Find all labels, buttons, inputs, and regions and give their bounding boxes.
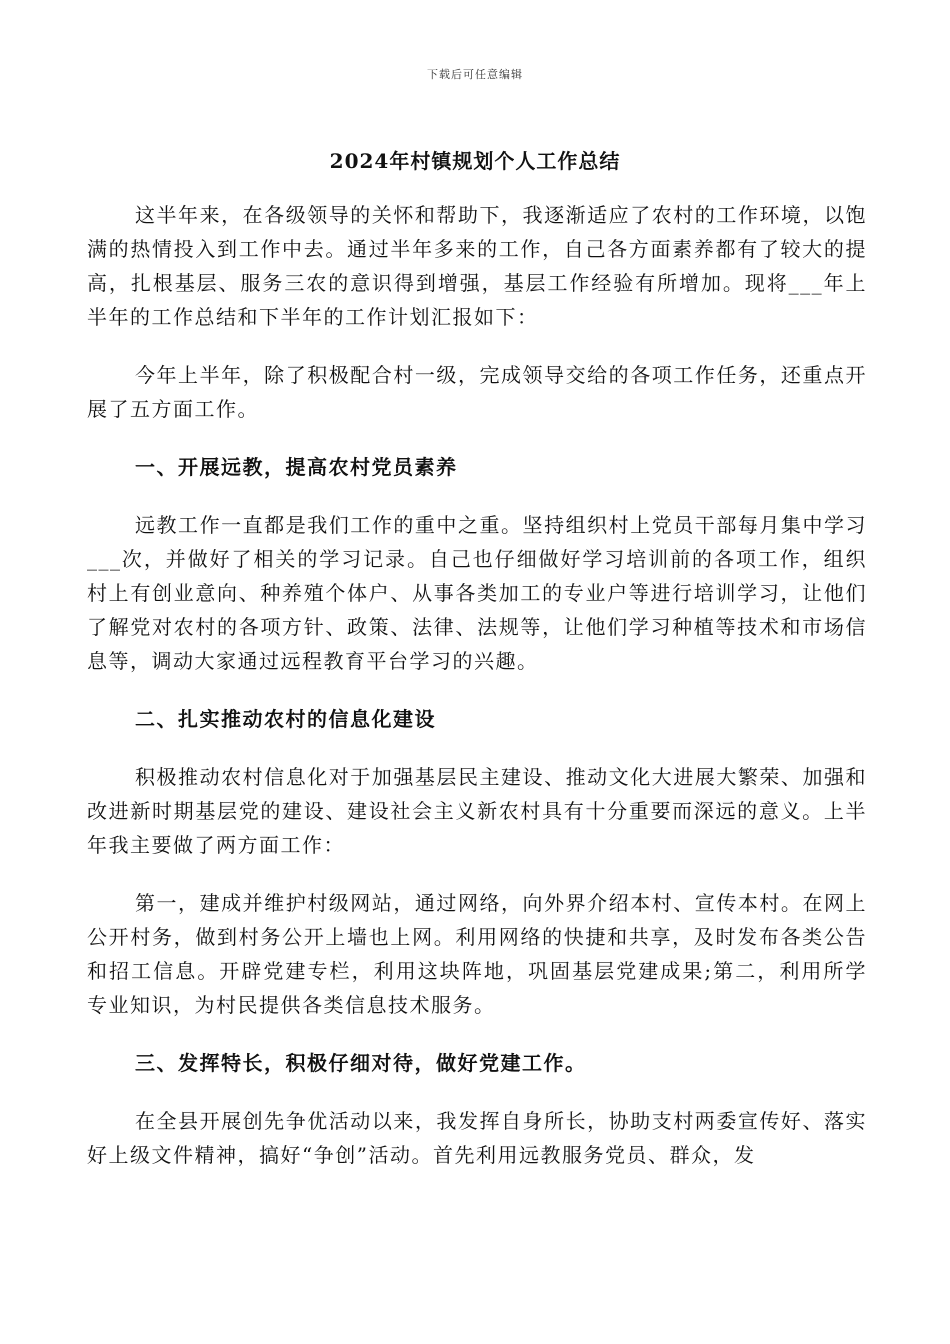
paragraph-section-2a: 积极推动农村信息化对于加强基层民主建设、推动文化大进展大繁荣、加强和改进新时期基层党的建设、建设社会主义新农村具有十分重要而深远的意义。上半年我主要做了两方面工作：	[87, 765, 867, 857]
paragraph-intro: 这半年来，在各级领导的关怀和帮助下，我逐渐适应了农村的工作环境，以饱满的热情投入到工作中去。通过半年多来的工作，自己各方面素养都有了较大的提高，扎根基层、服务三农的意识得到增强，基层工作经验有所增加。现将___年上半年的工作总结和下半年的工作计划汇报如下：	[87, 203, 867, 329]
paragraph-section-3: 在全县开展创先争优活动以来，我发挥自身所长，协助支村两委宣传好、落实好上级文件精神，搞好“争创”活动。首先利用远教服务党员、群众，发	[87, 1109, 867, 1167]
paragraph-section-2b: 第一，建成并维护村级网站，通过网络，向外界介绍本村、宣传本村。在网上公开村务，做到村务公开上墙也上网。利用网络的快捷和共享，及时发布各类公告和招工信息。开辟党建专栏，利用这块阵地，巩固基层党建成果;第二，利用所学专业知识，为村民提供各类信息技术服务。	[87, 891, 867, 1017]
section-heading-3: 三、发挥特长，积极仔细对待，做好党建工作。	[135, 1051, 587, 1075]
document-body	[87, 198, 867, 1196]
paragraph-overview: 今年上半年，除了积极配合村一级，完成领导交给的各项工作任务，还重点开展了五方面工作。	[87, 363, 867, 421]
document-title: 2024年村镇规划个人工作总结	[329, 149, 621, 173]
paragraph-section-1: 远教工作一直都是我们工作的重中之重。坚持组织村上党员干部每月集中学习___次，并做好了相关的学习记录。自己也仔细做好学习培训前的各项工作，组织村上有创业意向、种养殖个体户、从事各类加工的专业户等进行培训学习，让他们了解党对农村的各项方针、政策、法律、法规等，让他们学习种植等技术和市场信息等，调动大家通过远程教育平台学习的兴趣。	[87, 513, 867, 673]
section-heading-1: 一、开展远教，提高农村党员素养	[135, 455, 458, 479]
section-heading-2: 二、扎实推动农村的信息化建设	[135, 707, 436, 731]
header-note: 下载后可任意编辑	[427, 68, 523, 81]
